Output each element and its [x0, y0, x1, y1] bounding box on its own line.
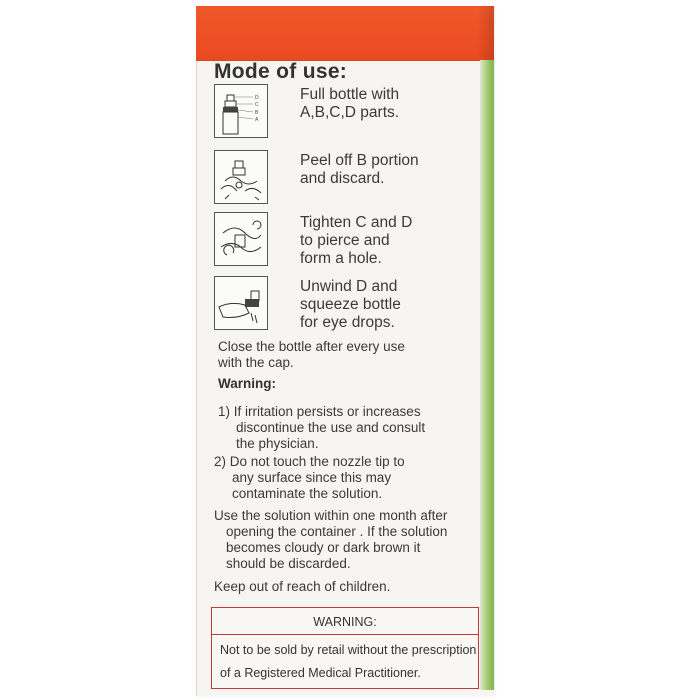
squeeze-dropper-diagram-icon [214, 276, 268, 330]
warning-item-2: 2) Do not touch the nozzle tip to any surface since this may contaminate the solution. [214, 454, 405, 501]
warning-box-title: WARNING: [313, 615, 377, 629]
step-text: Peel off B portion and discard. [300, 152, 419, 187]
part-label-b: B [255, 110, 259, 116]
part-label-d: D [255, 95, 259, 101]
step-text: Tighten C and D to pierce and form a hole. [300, 214, 413, 267]
prescription-warning-box [211, 607, 479, 689]
orange-top-band [196, 6, 494, 61]
close-note: Close the bottle after every use with the cap. [218, 339, 405, 370]
children-note: Keep out of reach of children. [214, 579, 391, 594]
peel-off-diagram-icon [214, 150, 268, 204]
part-label-a: A [255, 117, 259, 123]
part-label-c: C [255, 102, 259, 108]
step-text: Unwind D and squeeze bottle for eye drops. [300, 278, 401, 331]
mode-of-use-title: Mode of use: [214, 60, 348, 83]
step-text: Full bottle with A,B,C,D parts. [300, 86, 400, 121]
usage-note: Use the solution within one month after opening the container . If the solution becomes cloudy or dark brown it should be discarded. [214, 508, 448, 571]
warning-box-divider [212, 634, 478, 635]
warning-box-line-2: of a Registered Medical Practitioner. [220, 666, 421, 680]
bottle-parts-diagram-icon [214, 84, 268, 138]
tighten-diagram-icon [214, 212, 268, 266]
warning-item-1: 1) If irritation persists or increases discontinue the use and consult the physician. [218, 404, 426, 451]
warning-box-line-1: Not to be sold by retail without the prescription [220, 643, 477, 657]
warning-heading: Warning: [218, 376, 276, 391]
